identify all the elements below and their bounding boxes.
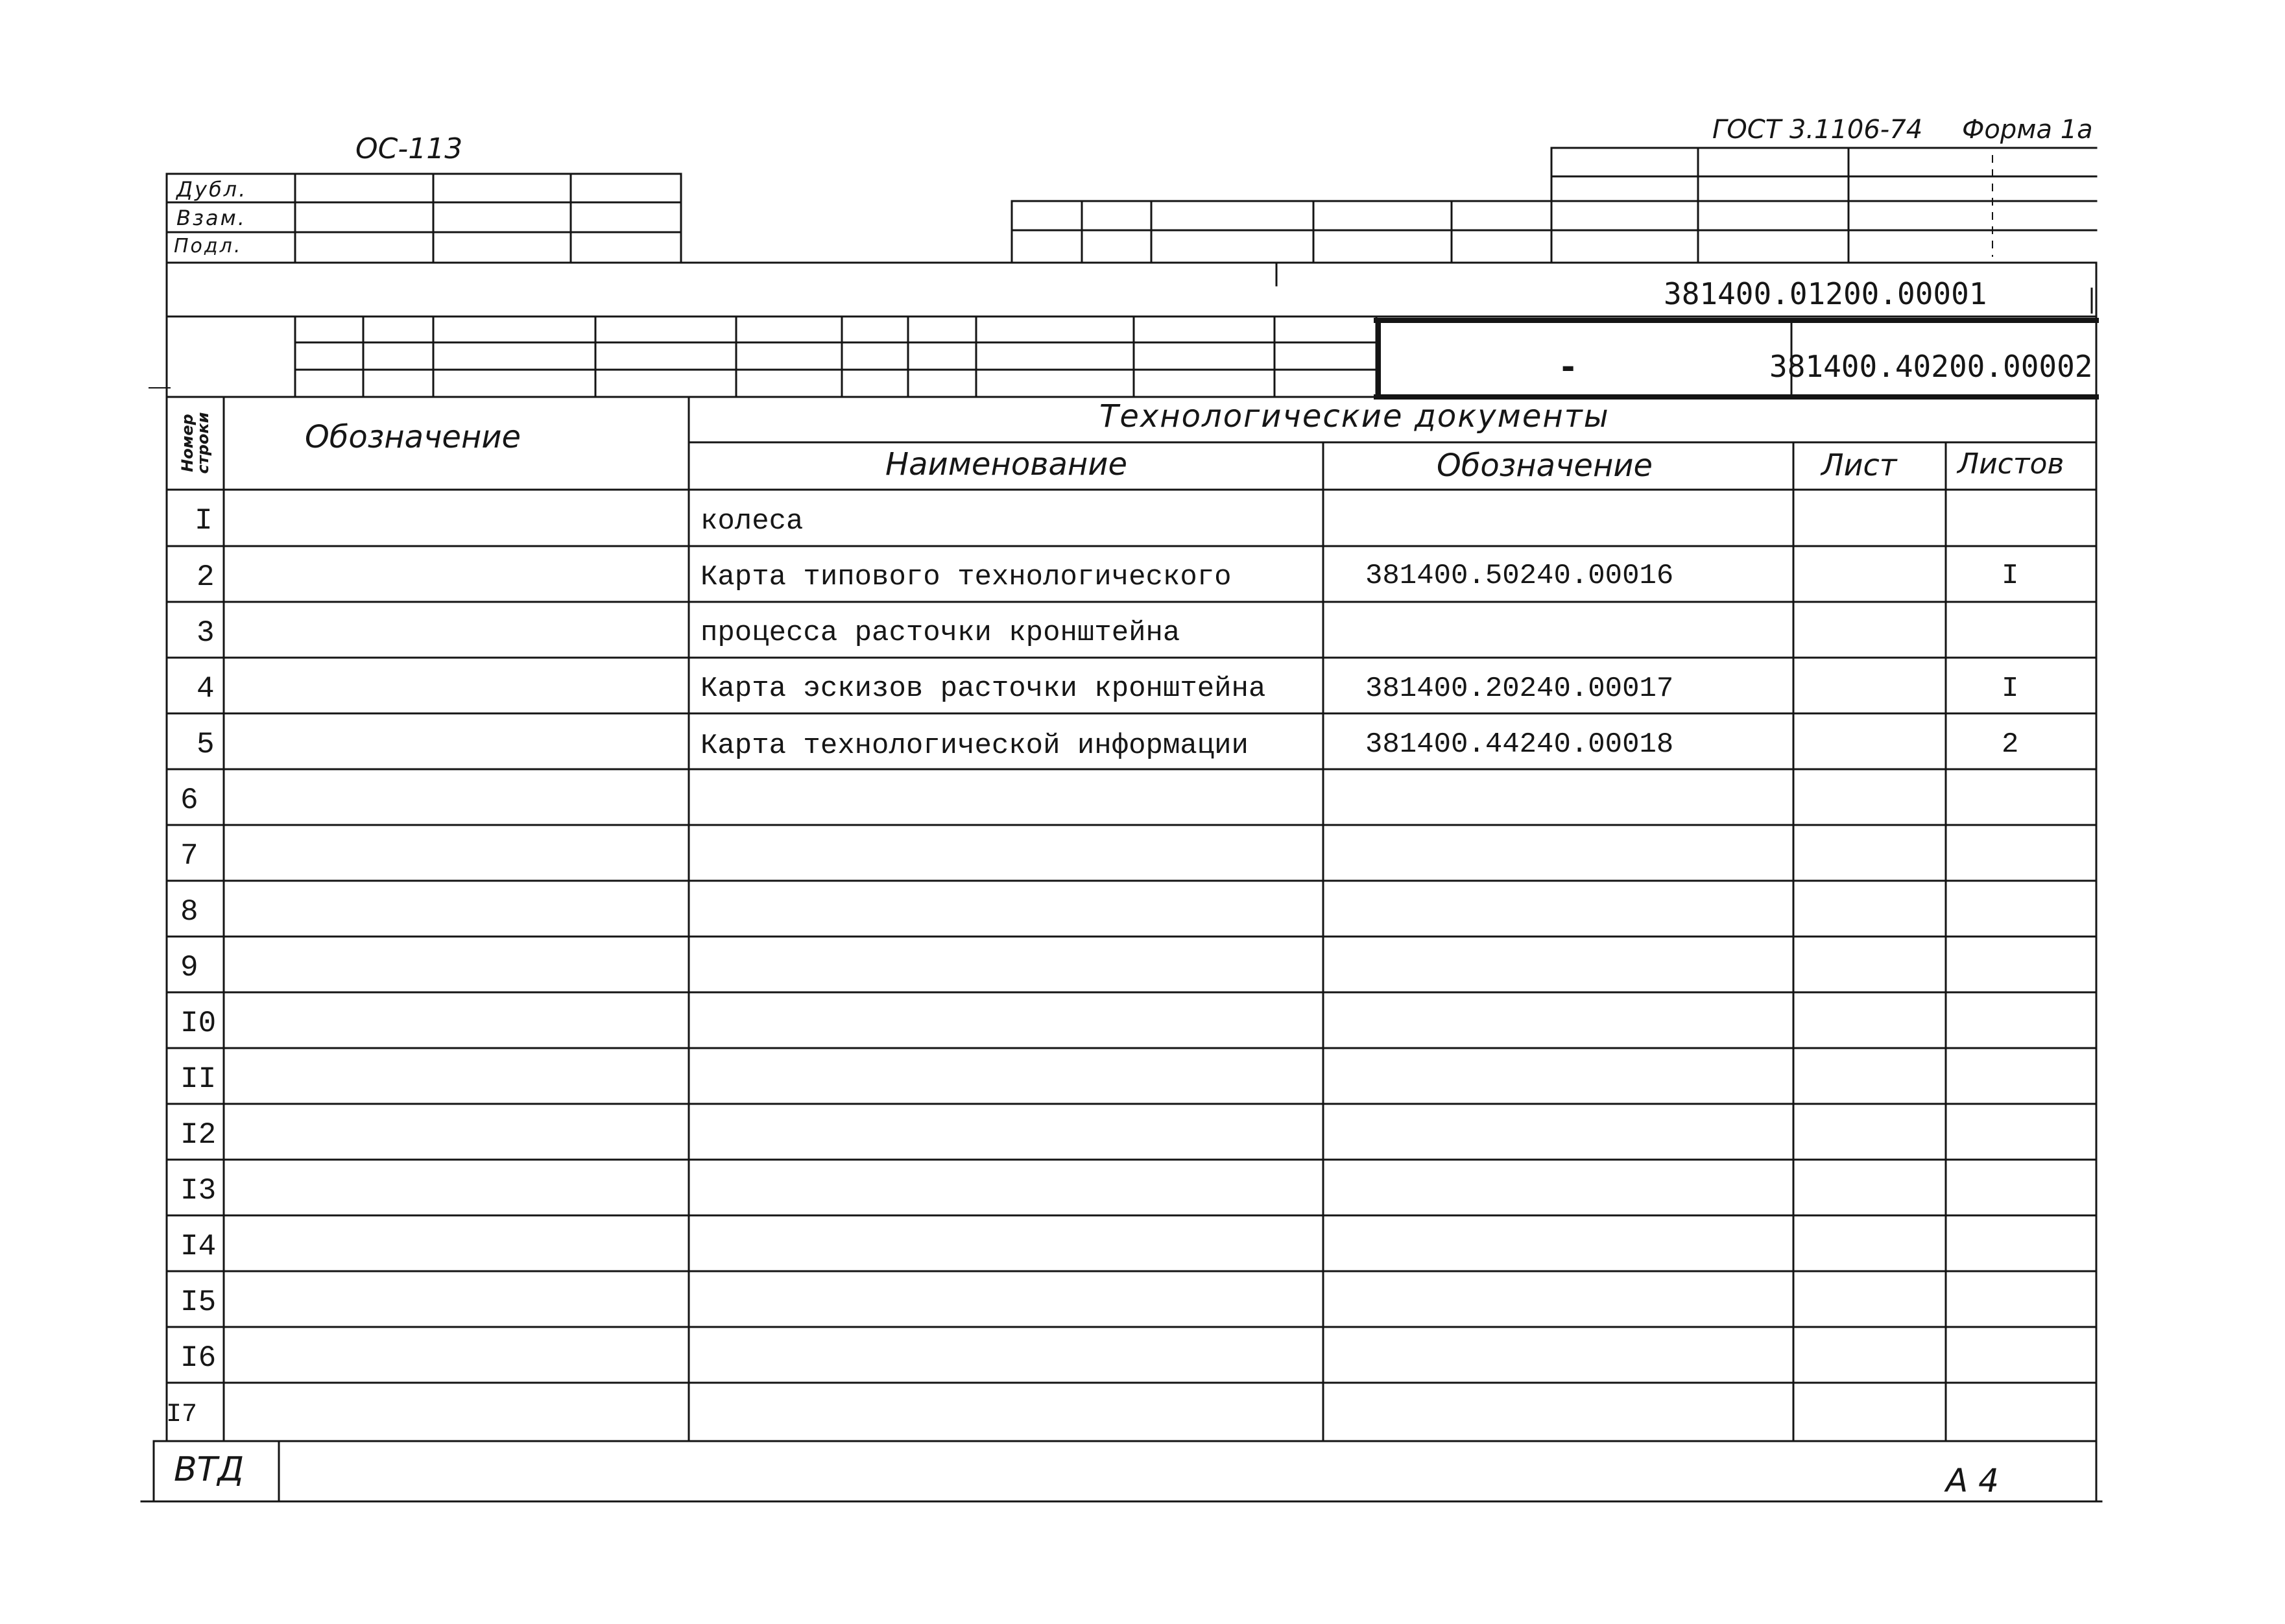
row-number: 3	[197, 616, 215, 650]
col-row-number-header: Номер строки	[178, 412, 212, 474]
row-number: I6	[180, 1341, 217, 1375]
row-number: I3	[180, 1174, 217, 1208]
doc-type-label: ВТД	[174, 1450, 245, 1489]
row-code: 381400.20240.00017	[1365, 673, 1674, 705]
group-header-tech-docs: Технологические документы	[1099, 398, 1610, 435]
row-number: 8	[180, 895, 198, 929]
document-code: 381400.01200.00001	[1664, 276, 1987, 311]
format-label: А 4	[1946, 1462, 1999, 1499]
row-number: 7	[180, 839, 198, 873]
row-sheets: I	[2002, 560, 2019, 592]
row-number: 2	[197, 560, 215, 594]
row-sheets: 2	[2002, 728, 2019, 761]
ref-code: 381400.40200.00002	[1769, 349, 2093, 384]
dash-mark: -	[1558, 348, 1579, 387]
row-number: I	[195, 504, 213, 538]
row-number: 4	[197, 672, 215, 706]
col-designation-header: Обозначение	[305, 419, 521, 455]
row-name: Карта технологической информации	[700, 730, 1249, 762]
stamp-label-dubl: Дубл.	[176, 177, 248, 202]
col-doc-designation-header: Обозначение	[1437, 448, 1653, 484]
row-name: Карта типового технологического	[700, 561, 1232, 593]
form-label: Форма 1а	[1962, 115, 2093, 145]
row-name: колеса	[700, 505, 804, 538]
row-name: процесса расточки кронштейна	[700, 617, 1180, 649]
row-number: 6	[180, 783, 198, 817]
row-number: I4	[180, 1230, 217, 1263]
row-sheets: I	[2002, 673, 2019, 705]
col-sheet-header: Лист	[1821, 448, 1897, 483]
row-number: II	[180, 1062, 217, 1096]
row-number: I7	[166, 1400, 198, 1429]
col-sheets-header: Листов	[1957, 448, 2064, 481]
standard-label: ГОСТ 3.1106-74	[1712, 115, 1923, 145]
row-code: 381400.44240.00018	[1365, 728, 1674, 761]
row-number: I5	[180, 1285, 217, 1319]
row-number: 9	[180, 951, 198, 985]
row-name: Карта эскизов расточки кронштейна	[700, 673, 1266, 705]
row-code: 381400.50240.00016	[1365, 560, 1674, 592]
form-id: ОС-113	[355, 132, 463, 165]
stamp-label-vzam: Взам.	[176, 206, 246, 230]
stamp-label-podl: Подл.	[174, 235, 243, 257]
col-name-header: Наименование	[885, 446, 1128, 483]
row-number: 5	[197, 728, 215, 761]
row-number: I0	[180, 1007, 217, 1040]
row-number: I2	[180, 1118, 217, 1152]
